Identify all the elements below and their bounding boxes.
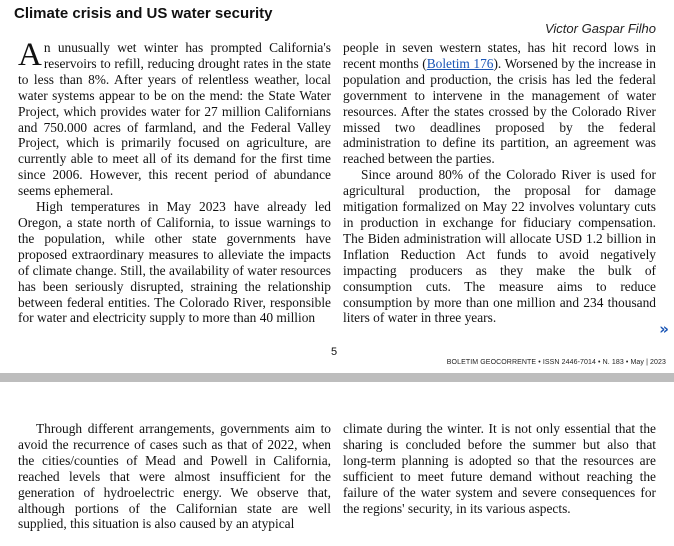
boletim-176-link[interactable]: Boletim 176 bbox=[426, 55, 494, 71]
page2-right-column bbox=[343, 421, 656, 516]
drop-cap: A bbox=[18, 37, 42, 73]
paragraph bbox=[18, 37, 331, 199]
paragraph: Since around 80% of the Colorado River is used for agricultural production, the proposal for damage mitigation formalized on May 22 involves voluntary cuts in production in exchange for fiduciary compensation. The Biden administration will allocate USD 1.2 billion in Inflation Reduction Act funds to avoid negatively impacting producers as they make the bulk of consumption cuts. The measure aims to reduce consumption by more than one million and 234 thousand liters of water in three years. bbox=[343, 167, 656, 326]
paragraph: Through different arrangements, governments aim to avoid the recurrence of cases such as that of 2022, when the cities/counties of Mead and Powell in California, reached levels that were almost insufficient for the generation of hydroelectric energy. We observe that, although portions of the Californian state are well supplied, this situation is also caused by an atypical bbox=[18, 421, 331, 532]
page2-left-column bbox=[18, 421, 331, 532]
paragraph-text: n unusually wet winter has prompted California's reservoirs to refill, reducing drought rates in the state to less than 8%. After years of relentless weather, local water systems appear to be on the mend: the State Water Project, which provides water for 27 million Californians and 750.000 acres of farmland, and the Federal Valley Project, which is primarily focused on agriculture, are currently able to meet all of its demand for the first time since 2006. However, this recent period of abundance seems ephemeral. bbox=[18, 40, 331, 199]
paragraph-text: people in seven western states, has hit record lows in recent months ( bbox=[343, 40, 656, 71]
paragraph: High temperatures in May 2023 have already led Oregon, a state north of California, to issue warnings to the population, while other state governments have proposed extraordinary measures to alleviate the impacts of climate change. Still, the availability of water resources has been seriously disrupted, straining the relationship between federal entities. The Colorado River, responsible for water and electricity supply to more than 40 million bbox=[18, 199, 331, 326]
page-footer: BOLETIM GEOCORRENTE • ISSN 2446-7014 • N. 183 • May | 2023 bbox=[446, 359, 666, 366]
author-name: Victor Gaspar Filho bbox=[544, 21, 656, 36]
paragraph: climate during the winter. It is not only essential that the sharing is concluded before the summer but also that long-term planning is adopted so that the resources are sufficient to meet future demand without reaching the failure of the water system and severe consequences for the regions' security, in its various aspects. bbox=[343, 421, 656, 516]
page1-right-column bbox=[343, 40, 656, 326]
page-number: 5 bbox=[331, 346, 338, 358]
paragraph-text: ). Worsened by the increase in population and production, the crisis has led the federal government to intervene in the management of water resources. After the states crossed by the Colorado River missed two deadlines proposed by the federal administration to define its partition, an agreement was reached between the parties. bbox=[343, 55, 656, 167]
article-title: Climate crisis and US water security bbox=[14, 5, 273, 22]
page1-left-column bbox=[18, 37, 331, 326]
continue-arrow-icon[interactable]: » bbox=[659, 320, 669, 338]
page-separator bbox=[0, 373, 674, 382]
paragraph bbox=[343, 40, 656, 167]
